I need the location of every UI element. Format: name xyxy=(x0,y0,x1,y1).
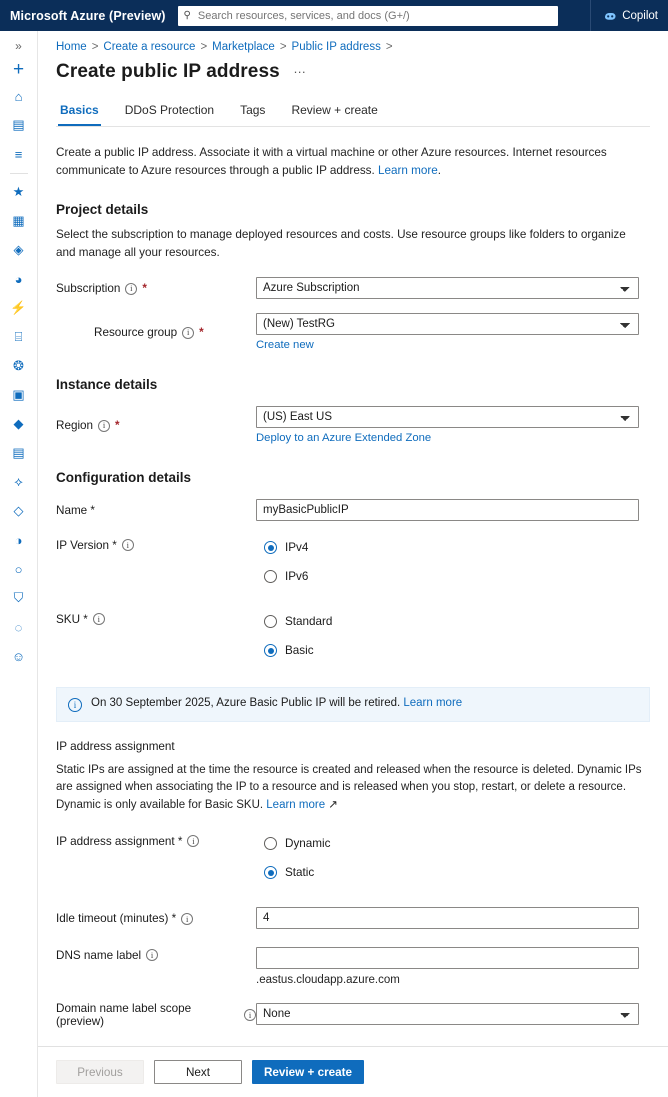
copilot-label: Copilot xyxy=(622,9,658,22)
copilot-button[interactable] xyxy=(590,0,658,31)
sku-row xyxy=(56,611,650,669)
radio-static[interactable] xyxy=(264,866,277,879)
name-field xyxy=(256,499,639,521)
ip-version-options xyxy=(256,537,639,595)
name-label-text: Name * xyxy=(56,504,95,517)
required-asterisk: * xyxy=(199,326,204,339)
info-icon: i xyxy=(68,698,82,712)
ip-address-assignment-label-text: IP address assignment * xyxy=(56,834,183,848)
radio-dynamic[interactable] xyxy=(264,837,277,850)
create-resource-icon[interactable]: + xyxy=(12,59,25,80)
banner-learn-more-link[interactable]: Learn more xyxy=(403,696,463,709)
deploy-extended-zone-link[interactable]: Deploy to an Azure Extended Zone xyxy=(256,431,432,444)
idle-timeout-input[interactable] xyxy=(256,907,639,929)
ip-address-assignment-description xyxy=(56,762,648,815)
storage-accounts-icon[interactable]: ▤ xyxy=(12,445,25,460)
dns-name-input[interactable] xyxy=(256,947,639,969)
ip-version-label xyxy=(56,537,256,552)
security-center-icon[interactable]: ⛉ xyxy=(13,590,24,605)
info-icon[interactable]: i xyxy=(181,913,193,925)
subscription-row xyxy=(56,277,650,299)
region-label xyxy=(56,417,256,432)
review-create-button[interactable]: Review + create xyxy=(252,1060,364,1084)
blade-footer xyxy=(38,1046,668,1097)
name-label xyxy=(56,502,256,517)
learn-more-link[interactable]: Learn more xyxy=(378,164,438,178)
name-row xyxy=(56,499,650,521)
breadcrumb xyxy=(56,41,650,53)
info-icon[interactable]: i xyxy=(146,949,158,961)
previous-button[interactable]: Previous xyxy=(56,1060,144,1084)
sku-basic-label: Basic xyxy=(285,644,314,657)
subscription-dropdown[interactable] xyxy=(256,277,639,299)
tab-review-create[interactable]: Review + create xyxy=(291,103,378,117)
domain-name-label-scope-field xyxy=(256,1003,639,1025)
virtual-networks-icon[interactable]: ⟡ xyxy=(14,474,23,489)
radio-ipv4[interactable] xyxy=(264,541,277,554)
azure-cosmos-db-icon[interactable]: ❂ xyxy=(13,358,24,373)
breadcrumb-item-home[interactable]: Home xyxy=(56,41,87,53)
banner-text-wrapper xyxy=(91,697,462,709)
resource-group-label xyxy=(56,324,256,339)
subscription-label xyxy=(56,280,256,295)
idle-timeout-field xyxy=(256,907,639,929)
project-details-description: Select the subscription to manage deployed resources and costs. Use resource groups like folders to organize and manage all your resources. xyxy=(56,228,626,260)
ip-address-assignment-label xyxy=(56,833,256,848)
section-instance-details: Instance details xyxy=(56,376,158,392)
dashboard-icon[interactable]: ▤ xyxy=(12,117,25,132)
create-new-link[interactable]: Create new xyxy=(256,338,314,351)
tab-tags[interactable]: Tags xyxy=(240,103,266,117)
home-icon[interactable]: ⌂ xyxy=(14,88,23,104)
idle-timeout-label-text: Idle timeout (minutes) * xyxy=(56,912,177,926)
rail-divider xyxy=(10,173,28,174)
extended-zone-row xyxy=(256,432,639,444)
ip-assignment-static-label: Static xyxy=(285,866,315,880)
banner-text: On 30 September 2025, Azure Basic Public IP will be retired. xyxy=(91,696,404,709)
domain-name-label-scope-dropdown[interactable] xyxy=(256,1003,639,1025)
breadcrumb-separator: > xyxy=(200,41,208,53)
azure-brand-logo[interactable]: Microsoft Azure (Preview) xyxy=(10,8,166,23)
ip-assignment-desc-text: Static IPs are assigned at the time the resource is created and released when the resource is deleted. Dynamic IPs are assigned when associating the IP to a resource and is released when you stop, restart, or delete a resource. Dynamic is only available for Basic SKU. xyxy=(56,763,642,812)
entra-id-icon[interactable]: ◇ xyxy=(13,503,24,518)
all-resources-icon[interactable]: ▦ xyxy=(12,213,25,228)
ip-address-assignment-options xyxy=(256,833,639,891)
breadcrumb-item-marketplace[interactable]: Marketplace xyxy=(212,41,275,53)
ip-version-ipv4-label: IPv4 xyxy=(285,541,309,554)
resource-group-row xyxy=(56,313,650,351)
resource-group-label-text: Resource group xyxy=(94,326,178,339)
dns-suffix-text: .eastus.cloudapp.azure.com xyxy=(256,973,400,986)
cost-management-icon[interactable]: ◌ xyxy=(14,619,23,635)
info-icon[interactable]: i xyxy=(98,420,110,432)
required-asterisk: * xyxy=(115,419,120,432)
help-support-icon[interactable]: ☺ xyxy=(11,648,26,664)
left-navigation-rail xyxy=(0,31,38,1097)
search-icon: ⚲ xyxy=(183,10,191,21)
sku-label-text: SKU * xyxy=(56,612,88,626)
sku-label xyxy=(56,611,256,626)
advisor-icon[interactable]: ○ xyxy=(14,561,23,577)
region-dropdown[interactable] xyxy=(256,406,639,428)
create-new-resource-group-row xyxy=(256,339,639,351)
ip-version-label-text: IP Version * xyxy=(56,538,117,552)
sku-option-standard[interactable] xyxy=(264,611,639,633)
section-configuration-details: Configuration details xyxy=(56,469,191,485)
region-row xyxy=(56,406,650,444)
blade-description-text: Create a public IP address. Associate it with a virtual machine or other Azure resources. Internet resources communicate to Azure resources through a public IP address. xyxy=(56,146,607,178)
ip-version-option-ipv6[interactable] xyxy=(264,566,639,588)
breadcrumb-item-create-a-resource[interactable]: Create a resource xyxy=(103,41,196,53)
ip-assignment-option-dynamic[interactable] xyxy=(264,833,639,855)
more-options-icon[interactable]: … xyxy=(293,61,308,76)
resource-group-field xyxy=(256,313,639,351)
breadcrumb-item-public-ip-address[interactable]: Public IP address xyxy=(291,41,381,53)
app-shell xyxy=(0,31,668,1097)
radio-standard[interactable] xyxy=(264,615,277,628)
ip-assignment-option-static[interactable] xyxy=(264,862,639,884)
page-title: Create public IP address xyxy=(56,61,280,82)
resource-group-dropdown[interactable] xyxy=(256,313,639,335)
breadcrumb-separator: > xyxy=(279,41,287,53)
idle-timeout-label xyxy=(56,910,256,925)
info-icon[interactable]: i xyxy=(244,1009,256,1021)
next-button[interactable]: Next xyxy=(154,1060,242,1084)
expand-menu-icon[interactable]: » xyxy=(15,39,22,53)
load-balancers-icon[interactable]: ◆ xyxy=(13,416,24,431)
ip-address-assignment-heading: IP address assignment xyxy=(56,739,175,753)
blade-description-period: . xyxy=(437,164,442,178)
dns-name-label xyxy=(56,947,256,962)
app-services-icon[interactable]: ◕ xyxy=(14,271,23,287)
blade-tabs xyxy=(56,99,650,127)
dns-name-label-text: DNS name label xyxy=(56,948,142,962)
section-project-details: Project details xyxy=(56,202,149,218)
virtual-machines-icon[interactable]: ▣ xyxy=(12,387,25,402)
create-public-ip-blade xyxy=(38,31,668,1097)
basic-sku-retirement-banner xyxy=(56,687,650,722)
ip-version-ipv6-label: IPv6 xyxy=(285,570,309,583)
info-icon[interactable]: i xyxy=(93,613,105,625)
ip-assignment-learn-more-link[interactable]: Learn more xyxy=(266,799,326,812)
top-navigation-bar xyxy=(0,0,668,31)
domain-name-label-scope-row xyxy=(56,1000,650,1028)
region-label-text: Region xyxy=(56,419,94,432)
domain-name-label-scope-text: Domain name label scope (preview) xyxy=(56,1001,192,1028)
subscription-field xyxy=(256,277,639,299)
region-field xyxy=(256,406,639,444)
sku-standard-label: Standard xyxy=(285,615,333,628)
info-icon[interactable]: i xyxy=(187,835,199,847)
breadcrumb-separator: > xyxy=(385,41,393,53)
required-asterisk: * xyxy=(142,282,147,295)
dns-name-field xyxy=(256,947,639,986)
radio-ipv6[interactable] xyxy=(264,570,277,583)
radio-basic[interactable] xyxy=(264,644,277,657)
ip-version-row xyxy=(56,537,650,595)
blade-description xyxy=(56,144,631,180)
sku-option-basic[interactable] xyxy=(264,640,639,662)
sql-databases-icon[interactable]: ⌸ xyxy=(14,329,23,344)
ip-address-assignment-row xyxy=(56,833,650,891)
domain-name-label-scope-label xyxy=(56,1000,256,1028)
global-search-box[interactable] xyxy=(178,6,558,26)
resource-groups-icon[interactable]: ◈ xyxy=(13,242,24,257)
sku-options xyxy=(256,611,639,669)
copilot-icon xyxy=(603,9,617,23)
search-input[interactable] xyxy=(196,9,552,23)
subscription-label-text: Subscription xyxy=(56,282,121,295)
monitor-icon[interactable]: ◑ xyxy=(14,532,23,548)
ip-version-option-ipv4[interactable] xyxy=(264,537,639,559)
tab-ddos-protection[interactable]: DDoS Protection xyxy=(124,103,215,117)
tab-basics[interactable]: Basics xyxy=(58,99,101,126)
dns-name-label-row xyxy=(56,947,650,986)
ip-assignment-dynamic-label: Dynamic xyxy=(285,837,331,851)
external-link-icon: ↗ xyxy=(328,799,338,812)
idle-timeout-row xyxy=(56,907,650,929)
info-icon[interactable]: i xyxy=(122,539,134,551)
name-input[interactable] xyxy=(256,499,639,521)
favorites-icon[interactable]: ★ xyxy=(12,184,25,199)
info-icon[interactable]: i xyxy=(182,327,194,339)
info-icon[interactable]: i xyxy=(125,283,137,295)
all-services-icon[interactable]: ≡ xyxy=(14,146,23,162)
function-app-icon[interactable]: ⚡ xyxy=(10,300,27,315)
breadcrumb-separator: > xyxy=(91,41,99,53)
page-title-row xyxy=(56,59,650,83)
